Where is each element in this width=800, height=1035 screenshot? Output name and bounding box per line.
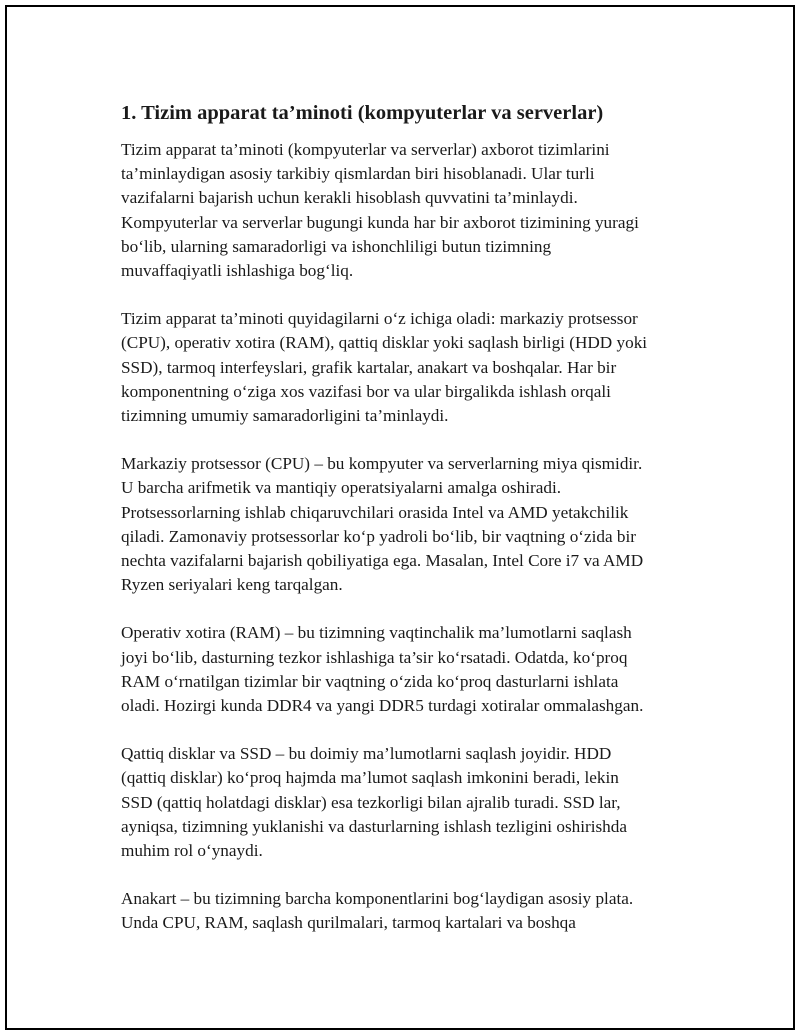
paragraph-5	[121, 742, 701, 863]
text-line: muhim rol o‘ynaydi.	[121, 841, 263, 861]
text-line: joyi bo‘lib, dasturning tezkor ishlashiga ta’sir ko‘rsatadi. Odatda, ko‘proq	[121, 647, 628, 667]
text-line: tizimning umumiy samaradorligini ta’minlaydi.	[121, 406, 449, 426]
text-line: komponentning o‘ziga xos vazifasi bor va ular birgalikda ishlash orqali	[121, 381, 611, 401]
text-line: U barcha arifmetik va mantiqiy operatsiyalarni amalga oshiradi.	[121, 478, 562, 498]
paragraph-3	[121, 452, 701, 597]
text-line: Tizim apparat ta’minoti quyidagilarni o‘z ichiga oladi: markaziy protsessor	[121, 309, 638, 329]
text-line: bo‘lib, ularning samaradorligi va ishonchliligi butun tizimning	[121, 236, 552, 256]
text-line: (CPU), operativ xotira (RAM), qattiq disklar yoki saqlash birligi (HDD yoki	[121, 333, 648, 353]
text-line: Kompyuterlar va serverlar bugungi kunda har bir axborot tizimining yuragi	[121, 212, 639, 232]
text-line: nechta vazifalarni bajarish qobiliyatiga ega. Masalan, Intel Core i7 va AMD	[121, 551, 644, 571]
text-line: ta’minlaydigan asosiy tarkibiy qismlardan biri hisoblanadi. Ular turli	[121, 164, 595, 184]
text-line: Unda CPU, RAM, saqlash qurilmalari, tarmoq kartalari va boshqa	[121, 913, 576, 933]
text-line: SSD), tarmoq interfeyslari, grafik kartalar, anakart va boshqalar. Har bir	[121, 357, 617, 377]
text-line: ayniqsa, tizimning yuklanishi va dasturlarning ishlash tezligini oshirishda	[121, 816, 627, 836]
text-line: Anakart – bu tizimning barcha komponentlarini bog‘laydigan asosiy plata.	[121, 889, 634, 909]
text-line: (qattiq disklar) ko‘proq hajmda ma’lumot saqlash imkonini beradi, lekin	[121, 768, 619, 788]
paragraph-1	[121, 138, 701, 283]
text-line: oladi. Hozirgi kunda DDR4 va yangi DDR5 turdagi xotiralar ommalashgan.	[121, 696, 644, 716]
paragraph-4	[121, 621, 701, 718]
text-line: Markaziy protsessor (CPU) – bu kompyuter va serverlarning miya qismidir.	[121, 454, 643, 474]
text-line: qiladi. Zamonaviy protsessorlar ko‘p yadroli bo‘lib, bir vaqtning o‘zida bir	[121, 526, 637, 546]
text-line: Protsessorlarning ishlab chiqaruvchilari orasida Intel va AMD yetakchilik	[121, 502, 629, 522]
text-line: Ryzen seriyalari keng tarqalgan.	[121, 575, 343, 595]
paragraph-2	[121, 307, 701, 428]
text-line: RAM o‘rnatilgan tizimlar bir vaqtning o‘zida ko‘proq dasturlarni ishlata	[121, 671, 619, 691]
text-line: muvaffaqiyatli ishlashiga bog‘liq.	[121, 261, 354, 281]
text-line: Operativ xotira (RAM) – bu tizimning vaqtinchalik ma’lumotlarni saqlash	[121, 623, 632, 643]
paragraph-6	[121, 887, 701, 935]
page-frame	[5, 5, 795, 1030]
text-line: vazifalarni bajarish uchun kerakli hisoblash quvvatini ta’minlaydi.	[121, 188, 578, 208]
text-line: Qattiq disklar va SSD – bu doimiy ma’lumotlarni saqlash joyidir. HDD	[121, 744, 612, 764]
section-heading: 1. Tizim apparat ta’minoti (kompyuterlar va serverlar)	[121, 102, 604, 124]
text-line: Tizim apparat ta’minoti (kompyuterlar va serverlar) axborot tizimlarini	[121, 140, 610, 159]
document-body	[121, 99, 701, 960]
text-line: SSD (qattiq holatdagi disklar) esa tezkorligi bilan ajralib turadi. SSD lar,	[121, 792, 621, 812]
